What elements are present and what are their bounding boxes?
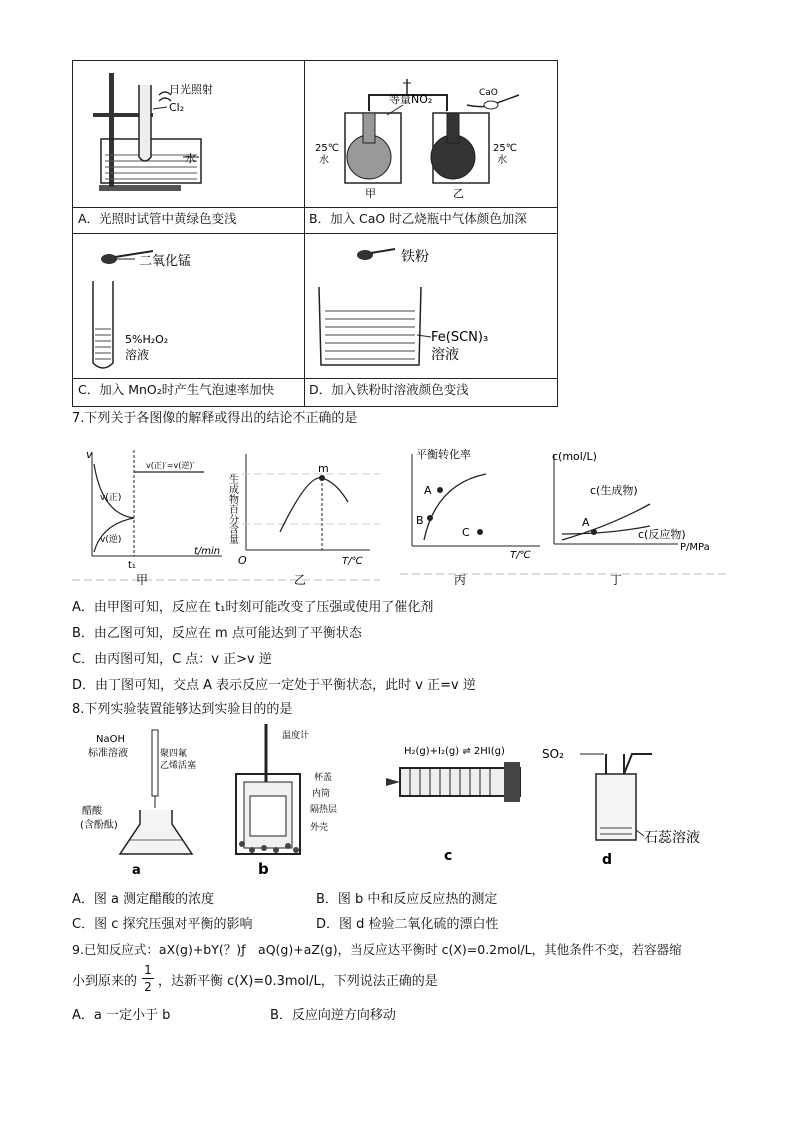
label-product: c(生成物) [590, 484, 638, 497]
label-vprime: v(正)′=v(逆)′ [146, 461, 195, 470]
q9-fraction-numerator: 1 [144, 963, 152, 977]
fig-b-calorimeter [226, 724, 346, 880]
q9-line1: 9.已知反应式：aX(g)+bY(？)ƒ aQ(g)+aZ(g)，当反应达平衡时 c(X)=0.2mol/L，其他条件不变，若容器缩 [72, 942, 682, 957]
label-cl2: Cl₂ [169, 101, 185, 114]
label-graph-jia: 甲 [136, 573, 149, 587]
label-point-a: A [424, 484, 432, 497]
label-m: m [318, 462, 329, 475]
label-equation: H₂(g)+I₂(g) ⇌ 2HI(g) [404, 746, 505, 757]
figure-b-no2-flasks [307, 65, 553, 205]
label-water-right: 水 [497, 155, 507, 166]
label-std: 标准溶液 [88, 748, 128, 759]
q9-option-a: A．a 一定小于 b [72, 1008, 171, 1023]
label-jia: 甲 [365, 187, 376, 200]
graph-yi [226, 444, 380, 592]
label-o: O [238, 554, 247, 567]
label-yi: 乙 [453, 187, 464, 200]
q6-option-d-caption: D．加入铁粉时溶液颜色变浅 [309, 382, 469, 397]
label-water: 水 [185, 152, 196, 165]
fig-c-syringe [380, 740, 530, 880]
label-tmin: t/min [194, 546, 221, 557]
q8-option-a: A．图 a 测定醋酸的浓度 [72, 892, 215, 907]
label-c-axis: c(mol/L) [552, 450, 597, 463]
q9-fraction-denominator: 2 [142, 978, 154, 995]
q8-option-d: D．图 d 检验二氧化硫的漂白性 [316, 917, 499, 932]
label-conversion: 平衡转化率 [416, 448, 471, 461]
label-t1: t₁ [128, 560, 136, 571]
fig-d-so2-bottle [540, 740, 730, 880]
label-fig-a: a [132, 863, 141, 878]
label-litmus: 石蕊溶液 [644, 830, 700, 846]
label-fe: 铁粉 [401, 249, 429, 265]
label-vz: v(正) [100, 493, 122, 503]
label-graph-ding: 丁 [610, 573, 623, 587]
q7-stem: 7.下列关于各图像的解释或得出的结论不正确的是 [72, 411, 358, 426]
q7-option-c: C．由丙图可知，C 点：v 正>v 逆 [72, 652, 272, 667]
label-solution-c: 溶液 [125, 348, 150, 362]
label-outer: 外壳 [310, 823, 329, 833]
figure-c-h2o2-tube [81, 237, 296, 377]
q6-option-c-caption: C．加入 MnO₂时产生气泡速率加快 [78, 382, 275, 397]
q9-line2-pre: 小到原来的 [72, 974, 138, 989]
label-cover: 杯盖 [314, 773, 333, 783]
label-p-axis: P/MPa [680, 542, 710, 553]
q8-stem: 8.下列实验装置能够达到实验目的的是 [72, 702, 293, 717]
graph-ding [550, 444, 730, 592]
figure-a-cl2-test-tube [81, 65, 296, 205]
label-inner: 内筒 [312, 789, 331, 799]
figure-d-fescn-beaker [307, 237, 553, 377]
label-graph-bing: 丙 [454, 573, 467, 587]
table-divider [73, 233, 557, 234]
q8-option-b: B．图 b 中和反应反应热的测定 [316, 892, 498, 907]
label-acid: 醋酸 [82, 806, 102, 817]
label-temp-left: 25℃ [315, 143, 339, 154]
q9-line2-post: ，达新平衡 c(X)=0.3mol/L，下列说法正确的是 [158, 974, 438, 989]
label-fescn: Fe(SCN)₃ [431, 330, 489, 345]
q9-option-b: B．反应向逆方向移动 [270, 1008, 396, 1023]
label-temp-right: 25℃ [493, 143, 517, 154]
q7-option-a: A．由甲图可知，反应在 t₁时刻可能改变了压强或使用了催化剂 [72, 600, 434, 615]
label-fig-c: c [444, 848, 453, 864]
label-thermo: 温度计 [282, 731, 310, 741]
label-water-left: 水 [319, 155, 329, 166]
label-mno2: 二氧化锰 [139, 254, 192, 269]
label-y-axis: 生成物百分含量 [226, 474, 238, 544]
label-sunlight: 日光照射 [169, 83, 213, 96]
q9-fraction [142, 962, 154, 995]
label-reactant: c(反应物) [638, 528, 686, 541]
label-fig-b: b [258, 860, 269, 878]
graph-bing [400, 444, 550, 592]
label-coat: 聚四氟 [160, 749, 188, 759]
q6-option-b-caption: B．加入 CaO 时乙烧瓶中气体颜色加深 [309, 211, 527, 226]
label-coat2: 乙烯活塞 [160, 761, 197, 771]
label-T-yi: T/℃ [342, 556, 363, 567]
label-so2: SO₂ [542, 747, 564, 761]
label-T-bing: T/℃ [510, 550, 531, 561]
label-point-a-ding: A [582, 516, 590, 529]
label-fig-d: d [602, 852, 613, 868]
label-graph-yi: 乙 [294, 573, 307, 587]
table-divider [73, 207, 557, 208]
label-cao: CaO [479, 88, 498, 98]
q7-option-d: D．由丁图可知，交点 A 表示反应一定处于平衡状态，此时 v 正=v 逆 [72, 678, 476, 693]
label-phen: (含酚酞) [80, 820, 118, 831]
fig-a-titration [80, 728, 210, 878]
q6-option-a-caption: A．光照时试管中黄绿色变浅 [78, 211, 237, 226]
label-point-b: B [416, 514, 424, 527]
label-no2: 等量NO₂ [389, 93, 433, 106]
label-naoh: NaOH [96, 734, 125, 745]
label-insul: 隔热层 [310, 805, 338, 815]
q8-option-c: C．图 c 探究压强对平衡的影响 [72, 917, 253, 932]
table-divider [73, 378, 557, 379]
q7-option-b: B．由乙图可知，反应在 m 点可能达到了平衡状态 [72, 626, 362, 641]
q6-option-table [72, 60, 558, 407]
label-point-c: C [462, 526, 470, 539]
label-h2o2: 5%H₂O₂ [125, 333, 169, 346]
label-solution-d: 溶液 [431, 347, 459, 363]
graph-jia [72, 444, 234, 592]
label-v: v [86, 448, 93, 461]
label-vn: v(逆) [100, 535, 122, 545]
